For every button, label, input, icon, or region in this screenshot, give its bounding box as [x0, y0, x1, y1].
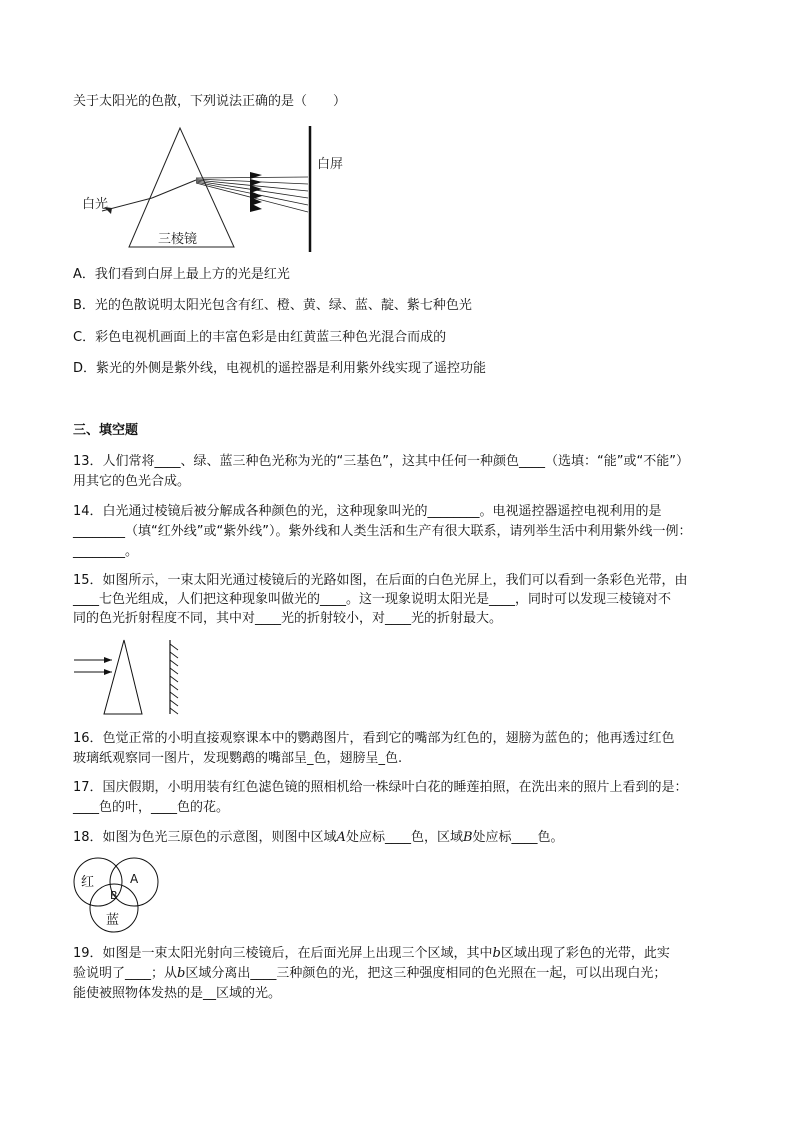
q17-line1: 17．国庆假期，小明用装有红色滤色镜的照相机给一株绿叶白花的睡莲拍照，在洗出来的照片上看到的是：: [73, 780, 688, 795]
label-screen: 白屏: [317, 157, 344, 172]
q13-line2: 用其它的色光合成。: [73, 474, 191, 489]
q19-line1-prefix: 19．如图是一束太阳光射向三棱镜后，在后面光屏上出现三个区域，其中: [73, 946, 493, 961]
q15-line3: 同的色光折射程度不同，其中对____光的折射较小，对____光的折射最大。: [73, 611, 503, 626]
q18-var-b: B: [462, 830, 473, 845]
q16-line1: 16．色觉正常的小明直接观察课本中的鹦鹉图片，看到它的嘴部为红色的，翅膀为蓝色的；他再透过红色: [73, 731, 675, 746]
prism-shape: [129, 128, 234, 247]
q19-line2-var: b: [177, 966, 186, 981]
q18-middle: 处应标____色，区域: [345, 830, 463, 845]
q17-line2: ____色的叶，____色的花。: [73, 800, 230, 815]
q14-line3: ________。: [73, 544, 139, 559]
label-white-light: 白光: [82, 197, 109, 212]
q16-line2: 玻璃纸观察同一图片，发现鹦鹉的嘴部呈_色，翅膀呈_色.: [73, 751, 403, 766]
q15-screen-hatching: [170, 644, 178, 714]
q18-prefix: 18．如图为色光三原色的示意图，则图中区域: [73, 830, 337, 845]
dispersed-ray-arrows: [250, 172, 262, 212]
q13-line1: 13．人们常将____、绿、蓝三种色光称为光的“三基色”，这其中任何一种颜色____（选填：“能”或“不能”）: [73, 454, 689, 469]
label-prism: 三棱镜: [158, 232, 198, 247]
q19-line2-prefix: 验说明了____；从: [73, 966, 178, 981]
venn-label-red: 红: [81, 875, 95, 890]
q15-prism-diagram: [72, 638, 192, 718]
q15-line2: ____七色光组成，人们把这种现象叫做光的____。这一现象说明太阳光是____，同时可以发现三棱镜对不: [73, 592, 672, 607]
q18-var-a: A: [336, 830, 346, 845]
q12-option-b: B．光的色散说明太阳光包含有红、橙、黄、绿、蓝、靛、紫七种色光: [73, 298, 472, 313]
q12-option-c: C．彩色电视机画面上的丰富色彩是由红黄蓝三种色光混合而成的: [73, 330, 447, 345]
ray-in-prism: [152, 180, 196, 198]
q15-arrow-1: [104, 657, 112, 663]
q19-line1-var: b: [492, 946, 501, 961]
q12-option-a: A．我们看到白屏上最上方的光是红光: [73, 267, 290, 282]
q19-line2-suffix: 区域分离出____三种颜色的光，把这三种强度相同的色光照在一起，可以出现白光；: [185, 966, 667, 981]
color-venn-diagram: [72, 856, 182, 936]
q14-line2: ________（填“红外线”或“紫外线”）。紫外线和人类生活和生产有很大联系，请列举生活中利用紫外线一例：: [73, 524, 692, 539]
q18-suffix: 处应标____色。: [472, 830, 564, 845]
q15-line1: 15．如图所示，一束太阳光通过棱镜后的光路如图，在后面的白色光屏上，我们可以看到一条彩色光带，由: [73, 573, 688, 588]
venn-label-b: B: [110, 889, 118, 902]
section-title: 三、填空题: [73, 423, 139, 438]
q19-line1: [73, 944, 723, 964]
q15-prism: [104, 640, 142, 714]
q19-line1-suffix: 区域出现了彩色的光带，此实: [500, 946, 670, 961]
q19-line2: [73, 964, 723, 984]
q15-arrow-2: [104, 669, 112, 675]
venn-label-a: A: [130, 872, 139, 886]
venn-label-blue: 蓝: [106, 913, 120, 928]
q12-option-d: D．紫光的外侧是紫外线，电视机的遥控器是利用紫外线实现了遥控功能: [73, 361, 487, 376]
q12-stem: 关于太阳光的色散，下列说法正确的是（ ）: [73, 94, 347, 109]
q18-text: [73, 828, 723, 848]
prism-dispersion-diagram: [72, 120, 362, 255]
q14-line1: 14．白光通过棱镜后被分解成各种颜色的光，这种现象叫光的________。电视遥控器遥控电视利用的是: [73, 504, 662, 519]
q19-line3: 能使被照物体发热的是__区域的光。: [73, 986, 282, 1001]
